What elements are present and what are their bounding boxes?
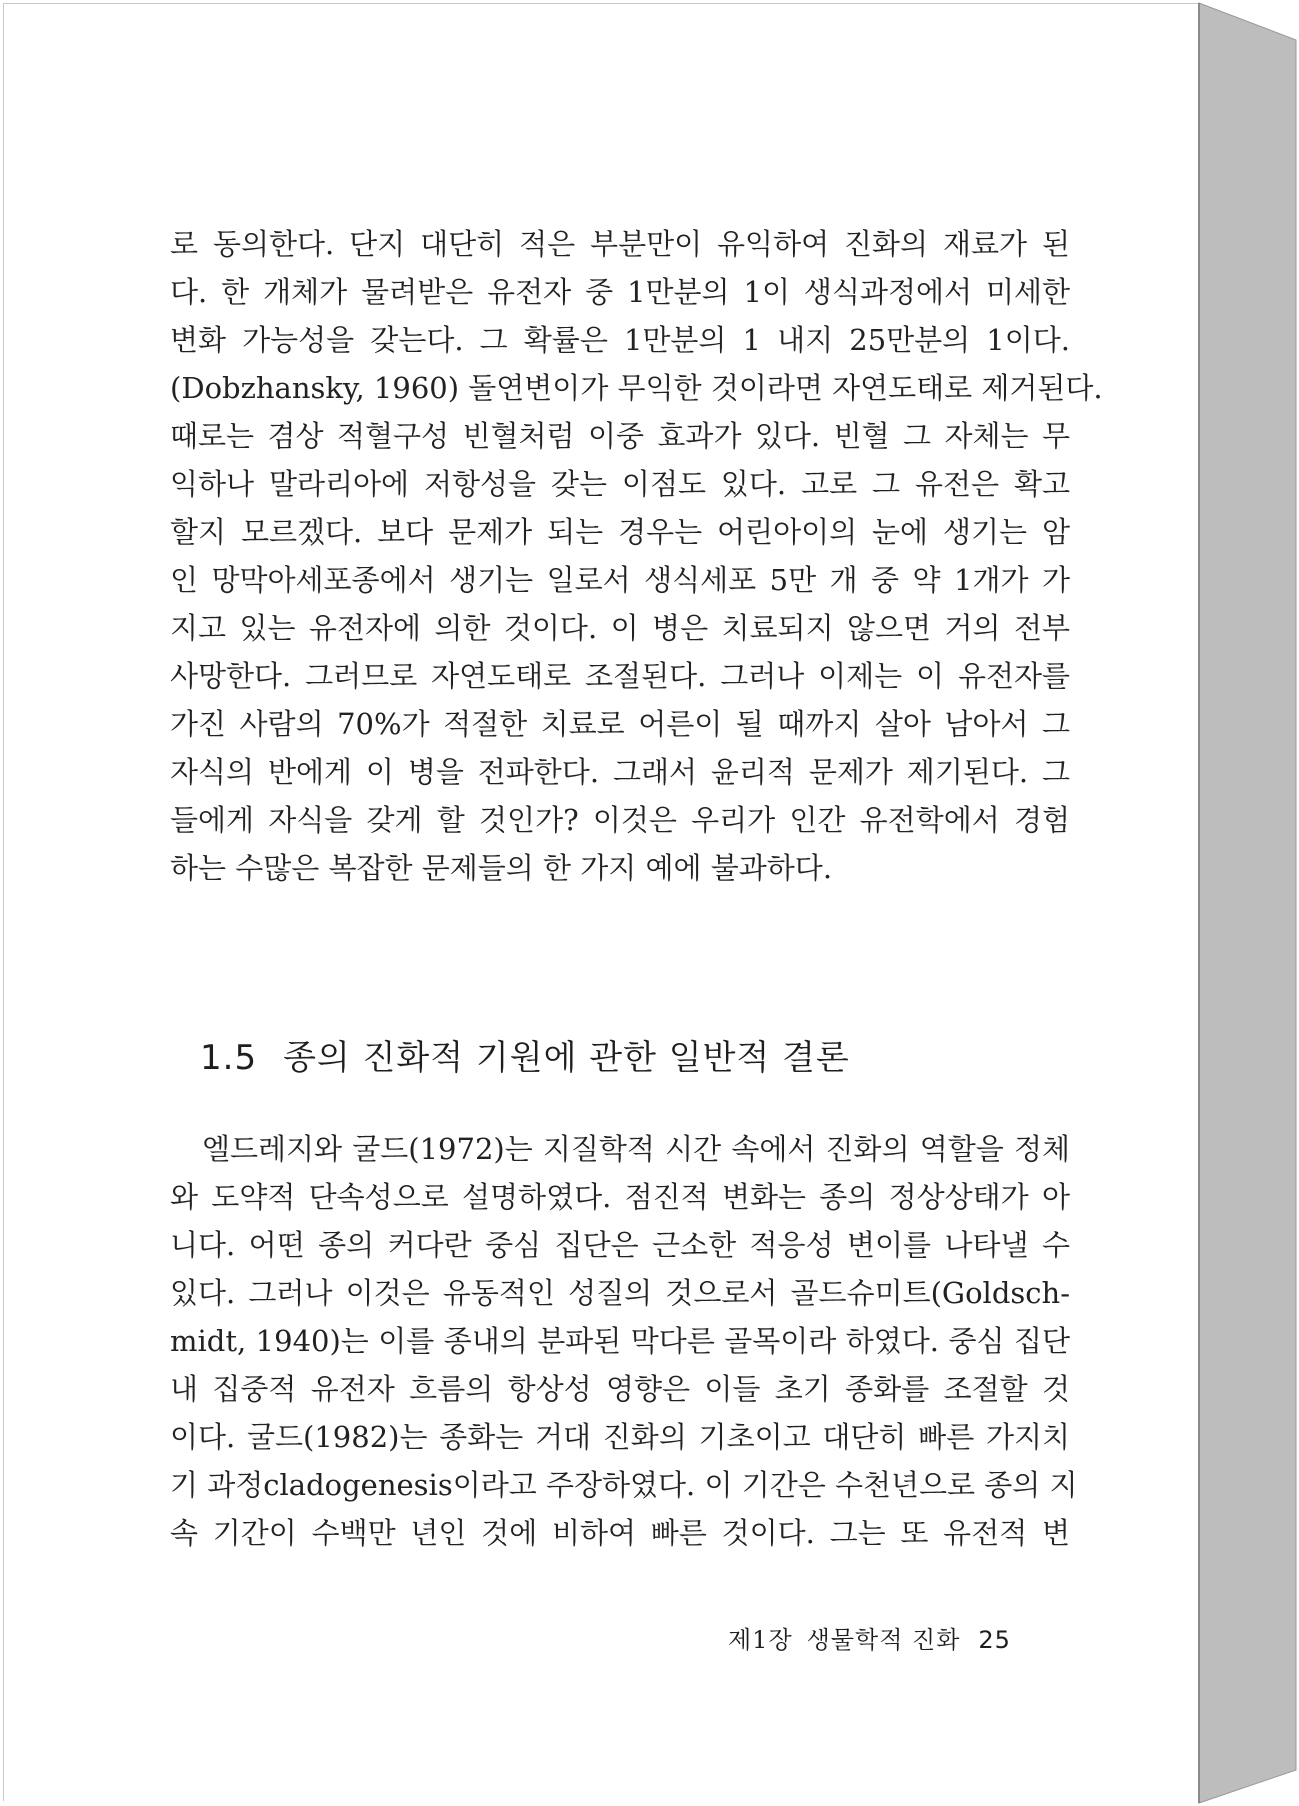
body-paragraph-2 bbox=[170, 1125, 1078, 1557]
text-line: 로 동의한다. 단지 대단히 적은 부분만이 유익하여 진화의 재료가 된 bbox=[170, 227, 1070, 261]
text-line: 다. 한 개체가 물려받은 유전자 중 1만분의 1이 생식과정에서 미세한 bbox=[170, 275, 1070, 309]
text-line: 사망한다. 그러므로 자연도태로 조절된다. 그러나 이제는 이 유전자를 bbox=[170, 659, 1070, 693]
text-line: 엘드레지와 굴드(1972)는 지질학적 시간 속에서 진화의 역할을 정체 bbox=[202, 1132, 1070, 1166]
section-number: 1.5 bbox=[200, 1038, 258, 1078]
footer-chapter-title: 생물학적 진화 bbox=[806, 1626, 961, 1654]
text-line: 니다. 어떤 종의 커다란 중심 집단은 근소한 적응성 변이를 나타낼 수 bbox=[170, 1228, 1070, 1262]
text-line: 지고 있는 유전자에 의한 것이다. 이 병은 치료되지 않으면 거의 전부 bbox=[170, 611, 1070, 645]
text-line: 인 망막아세포종에서 생기는 일로서 생식세포 5만 개 중 약 1개가 가 bbox=[170, 563, 1070, 597]
text-line: 변화 가능성을 갖는다. 그 확률은 1만분의 1 내지 25만분의 1이다. bbox=[170, 323, 1070, 357]
text-line: 가진 사람의 70%가 적절한 치료로 어른이 될 때까지 살아 남아서 그 bbox=[170, 707, 1070, 741]
body-paragraph-1 bbox=[170, 220, 1103, 892]
text-line: (Dobzhansky, 1960) 돌연변이가 무익한 것이라면 자연도태로 제거된다. bbox=[170, 371, 1103, 405]
text-line: midt, 1940)는 이를 종내의 분파된 막다른 골목이라 하였다. 중심 집단 bbox=[170, 1324, 1070, 1358]
text-line: 할지 모르겠다. 보다 문제가 되는 경우는 어린아이의 눈에 생기는 암 bbox=[170, 515, 1070, 549]
text-line: 들에게 자식을 갖게 할 것인가? 이것은 우리가 인간 유전학에서 경험 bbox=[170, 803, 1070, 837]
text-line: 와 도약적 단속성으로 설명하였다. 점진적 변화는 종의 정상상태가 아 bbox=[170, 1180, 1070, 1214]
text-line: 있다. 그러나 이것은 유동적인 성질의 것으로서 골드슈미트(Goldsch- bbox=[170, 1276, 1070, 1310]
page-footer bbox=[728, 1620, 1011, 1655]
text-line: 기 과정cladogenesis이라고 주장하였다. 이 기간은 수천년으로 종의 지 bbox=[170, 1468, 1078, 1502]
text-line: 내 집중적 유전자 흐름의 항상성 영향은 이들 초기 종화를 조절할 것 bbox=[170, 1372, 1070, 1406]
page-number: 25 bbox=[978, 1626, 1011, 1654]
text-line: 이다. 굴드(1982)는 종화는 거대 진화의 기초이고 대단히 빠른 가지치 bbox=[170, 1420, 1070, 1454]
text-line: 익하나 말라리아에 저항성을 갖는 이점도 있다. 고로 그 유전은 확고 bbox=[170, 467, 1070, 501]
section-heading bbox=[200, 1030, 850, 1079]
text-line: 속 기간이 수백만 년인 것에 비하여 빠른 것이다. 그는 또 유전적 변 bbox=[170, 1516, 1070, 1550]
section-title: 종의 진화적 기원에 관한 일반적 결론 bbox=[283, 1038, 850, 1078]
text-line: 하는 수많은 복잡한 문제들의 한 가지 예에 불과하다. bbox=[170, 851, 833, 885]
text-line: 자식의 반에게 이 병을 전파한다. 그래서 윤리적 문제가 제기된다. 그 bbox=[170, 755, 1070, 789]
footer-chapter: 제1장 bbox=[728, 1626, 793, 1654]
text-line: 때로는 겸상 적혈구성 빈혈처럼 이중 효과가 있다. 빈혈 그 자체는 무 bbox=[170, 419, 1070, 453]
